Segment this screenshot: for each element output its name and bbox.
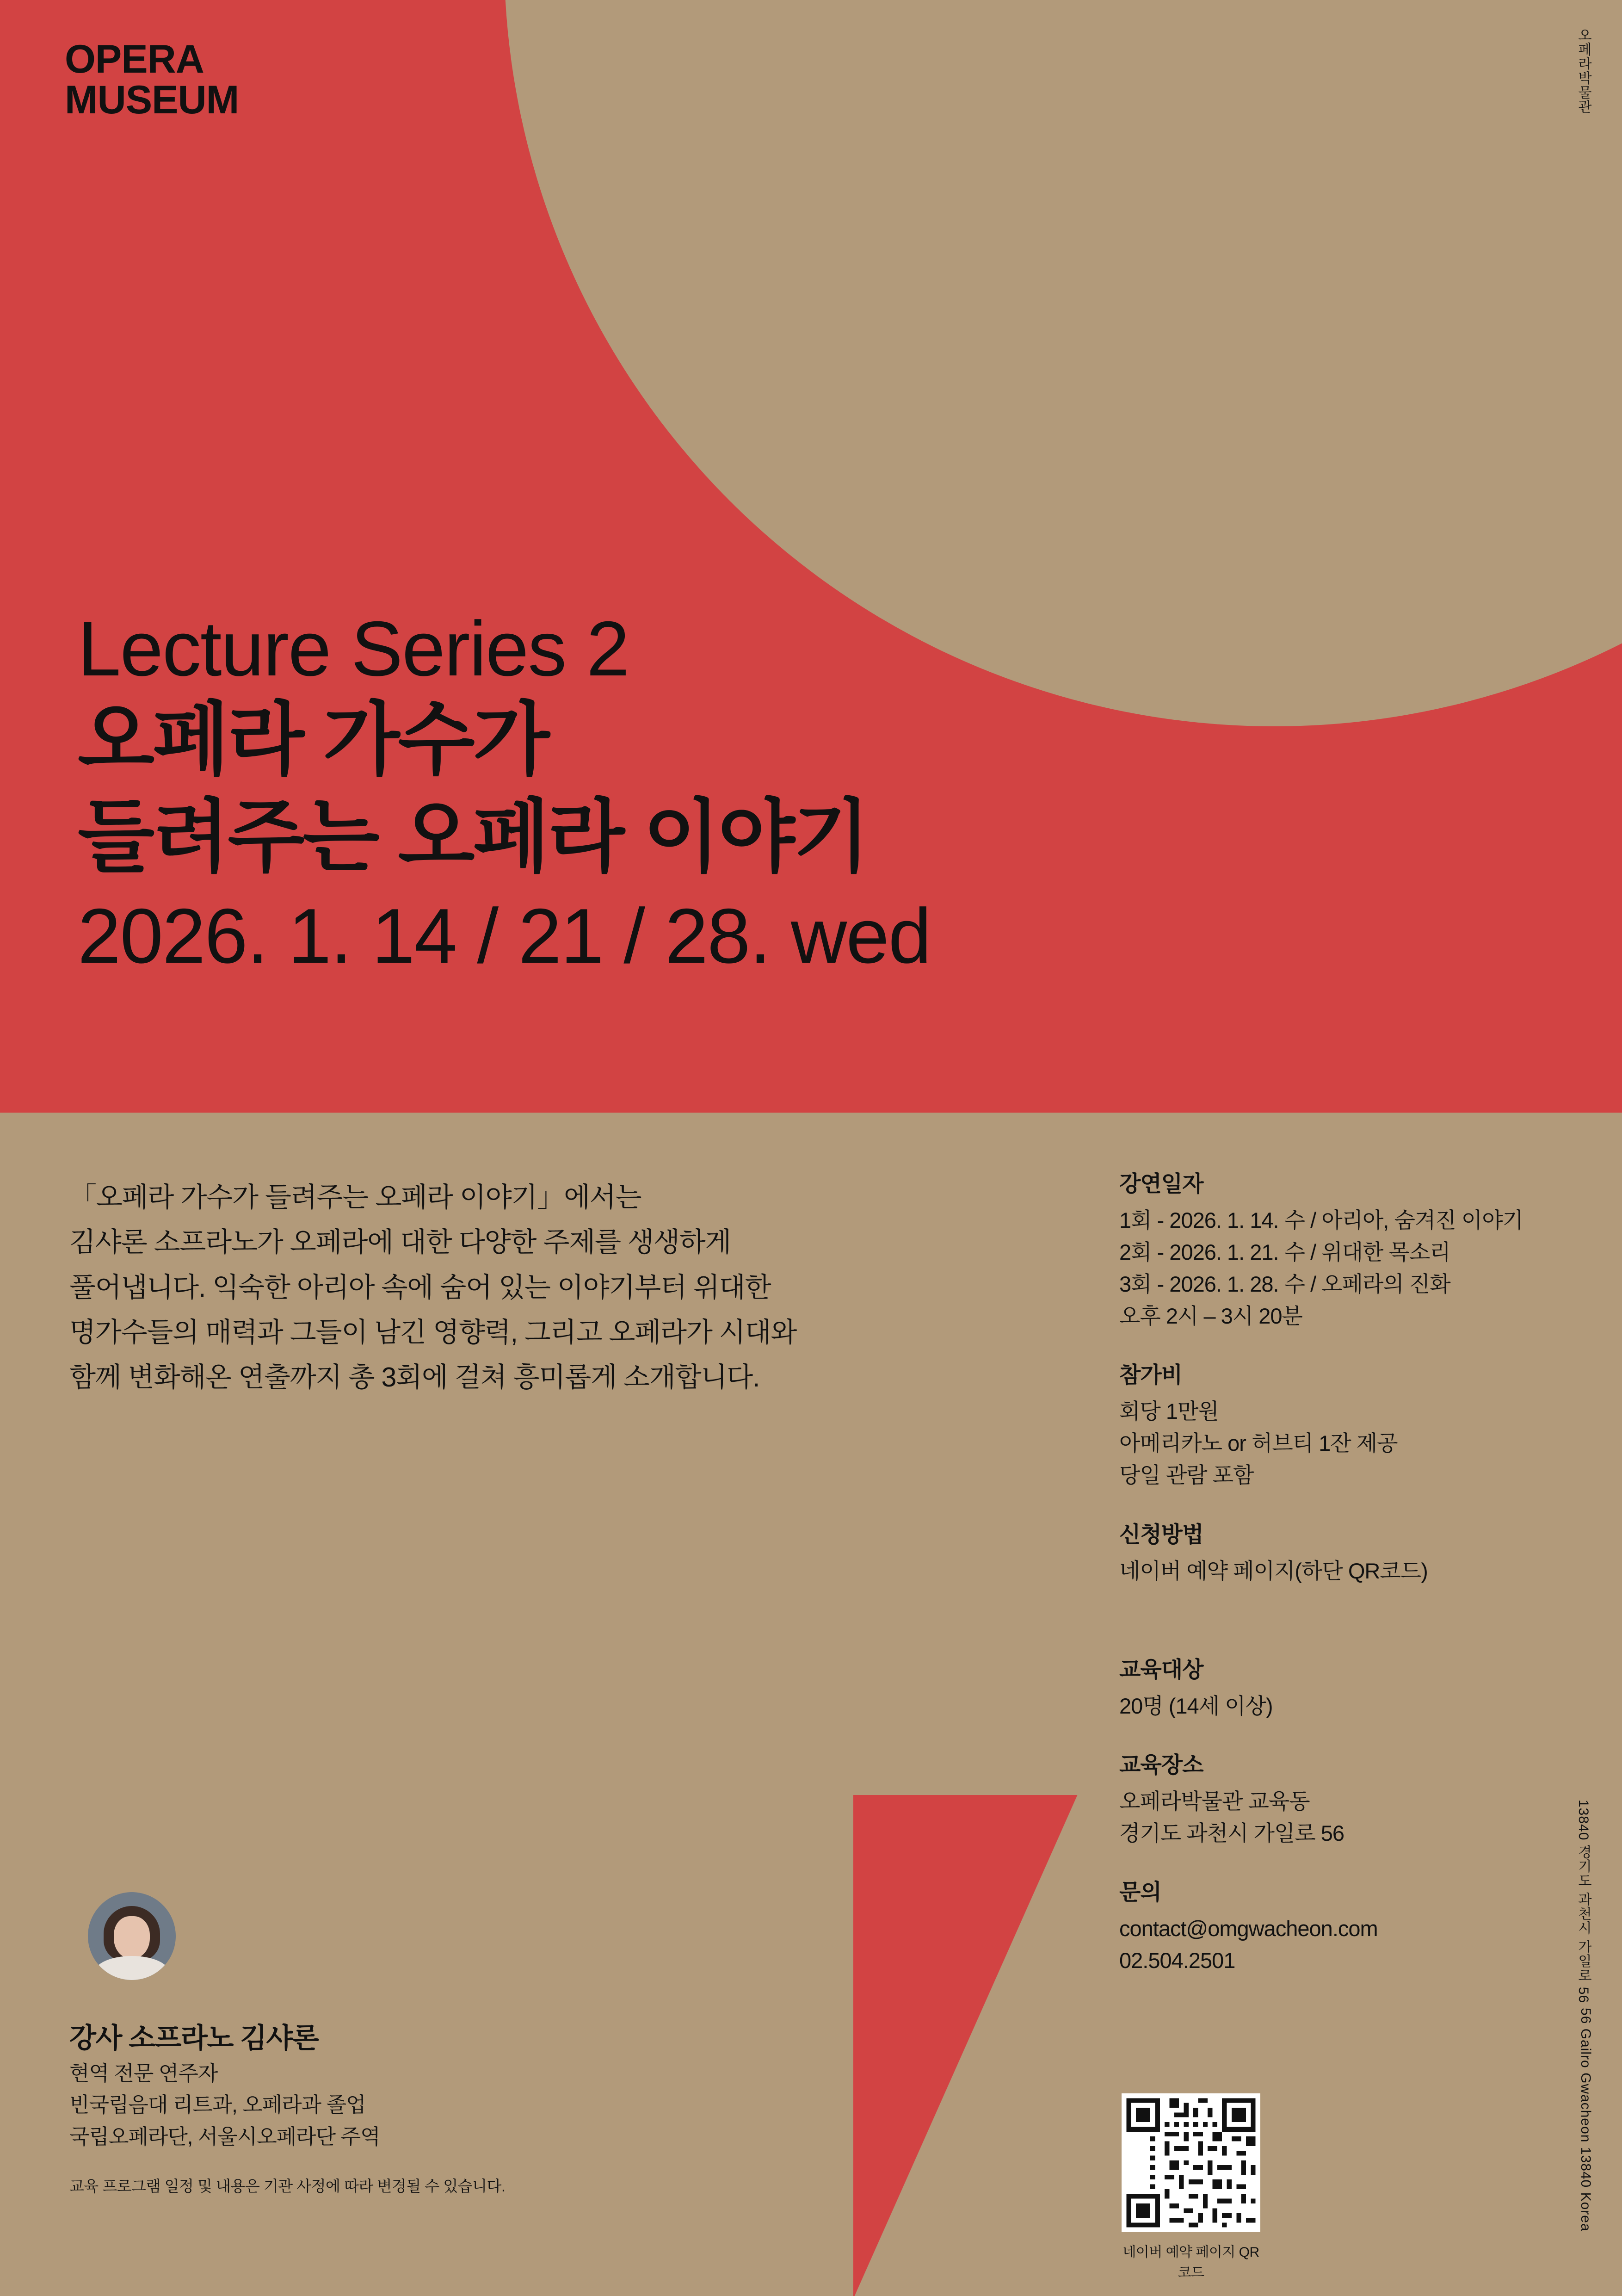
vertical-text-address-kr: 13840 경기도 과천시 가일로 56 (1576, 1800, 1591, 2004)
intro-paragraph (69, 1175, 1050, 1400)
detail-schedule-line-2: 2회 - 2026. 1. 21. 수 / 위대한 목소리 (1119, 1240, 1450, 1265)
qr-code-icon[interactable] (1122, 2093, 1260, 2232)
intro-line-3: 풀어냅니다. 익숙한 아리아 속에 숨어 있는 이야기부터 위대한 (69, 1272, 771, 1303)
detail-schedule-line-4: 오후 2시 – 3시 20분 (1119, 1304, 1302, 1329)
instructor-bio (69, 2058, 380, 2153)
detail-fee (1119, 1357, 1573, 1491)
detail-fee-line-3: 당일 관람 포함 (1119, 1463, 1254, 1488)
detail-fee-line-2: 아메리카노 or 허브티 1잔 제공 (1119, 1431, 1398, 1456)
intro-line-2: 김샤론 소프라노가 오페라에 대한 다양한 주제를 생생하게 (69, 1227, 731, 1258)
instructor-avatar (88, 1892, 176, 1980)
detail-audience (1119, 1652, 1573, 1722)
detail-venue-line-1: 오페라박물관 교육동 (1119, 1789, 1310, 1813)
opera-museum-logo (65, 39, 239, 120)
detail-apply-heading: 신청방법 (1119, 1522, 1203, 1547)
detail-contact-heading: 문의 (1119, 1880, 1161, 1905)
qr-block (1122, 2093, 1260, 2281)
detail-fee-line-1: 회당 1만원 (1119, 1399, 1219, 1424)
details-column (1119, 1166, 1573, 2001)
detail-fee-heading: 참가비 (1119, 1363, 1183, 1388)
background-red-triangle (853, 1795, 1078, 2296)
detail-schedule (1119, 1166, 1573, 1332)
vertical-text-museum: 오페라박물관 (1576, 28, 1591, 114)
detail-audience-heading: 교육대상 (1119, 1657, 1203, 1682)
intro-line-1: 「오페라 가수가 들려주는 오페라 이야기」에서는 (69, 1182, 641, 1213)
detail-venue-heading: 교육장소 (1119, 1752, 1203, 1777)
detail-contact (1119, 1874, 1573, 1976)
lecture-series-label: Lecture Series 2 (78, 605, 629, 692)
detail-venue-line-2: 경기도 과천시 가일로 56 (1119, 1820, 1344, 1845)
hero-block (78, 606, 931, 987)
instructor-bio-line-3: 국립오페라단, 서울시오페라단 주역 (69, 2124, 380, 2148)
logo-line-1: OPERA (65, 37, 204, 81)
detail-apply (1119, 1516, 1573, 1587)
footnote-disclaimer: 교육 프로그램 일정 및 내용은 기관 사정에 따라 변경될 수 있습니다. (69, 2178, 506, 2195)
instructor-name: 강사 소프라노 김샤론 (69, 2023, 319, 2054)
avatar-body (95, 1956, 169, 1980)
instructor-bio-line-1: 현역 전문 연주자 (69, 2061, 218, 2085)
qr-caption: 네이버 예약 페이지 QR코드 (1122, 2245, 1259, 2280)
detail-schedule-line-1: 1회 - 2026. 1. 14. 수 / 아리아, 숨겨진 이야기 (1119, 1208, 1523, 1232)
vertical-text-address-en: 56 Gailro Gwacheon 13840 Korea (1578, 2008, 1593, 2232)
spacer (1119, 1612, 1573, 1652)
detail-schedule-heading: 강연일자 (1119, 1172, 1203, 1196)
detail-schedule-line-3: 3회 - 2026. 1. 28. 수 / 오페라의 진화 (1119, 1272, 1450, 1297)
instructor-bio-line-2: 빈국립음대 리트과, 오페라과 졸업 (69, 2093, 366, 2117)
poster-title-line-2: 들려주는 오페라 이야기 (78, 792, 869, 881)
intro-line-4: 명가수들의 매력과 그들이 남긴 영향력, 그리고 오페라가 시대와 (69, 1317, 797, 1348)
detail-apply-line-1: 네이버 예약 페이지(하단 QR코드) (1119, 1558, 1428, 1583)
detail-venue (1119, 1747, 1573, 1849)
detail-contact-phone[interactable]: 02.504.2501 (1119, 1948, 1235, 1973)
detail-audience-line-1: 20명 (14세 이상) (1119, 1693, 1273, 1718)
intro-line-5: 함께 변화해온 연출까지 총 3회에 걸쳐 흥미롭게 소개합니다. (69, 1362, 760, 1393)
poster-date: 2026. 1. 14 / 21 / 28. wed (78, 892, 931, 980)
poster-title-line-1: 오페라 가수가 (78, 695, 548, 784)
avatar-face (114, 1916, 150, 1959)
logo-line-2: MUSEUM (65, 77, 239, 122)
detail-contact-email[interactable]: contact@omgwacheon.com (1119, 1916, 1378, 1941)
